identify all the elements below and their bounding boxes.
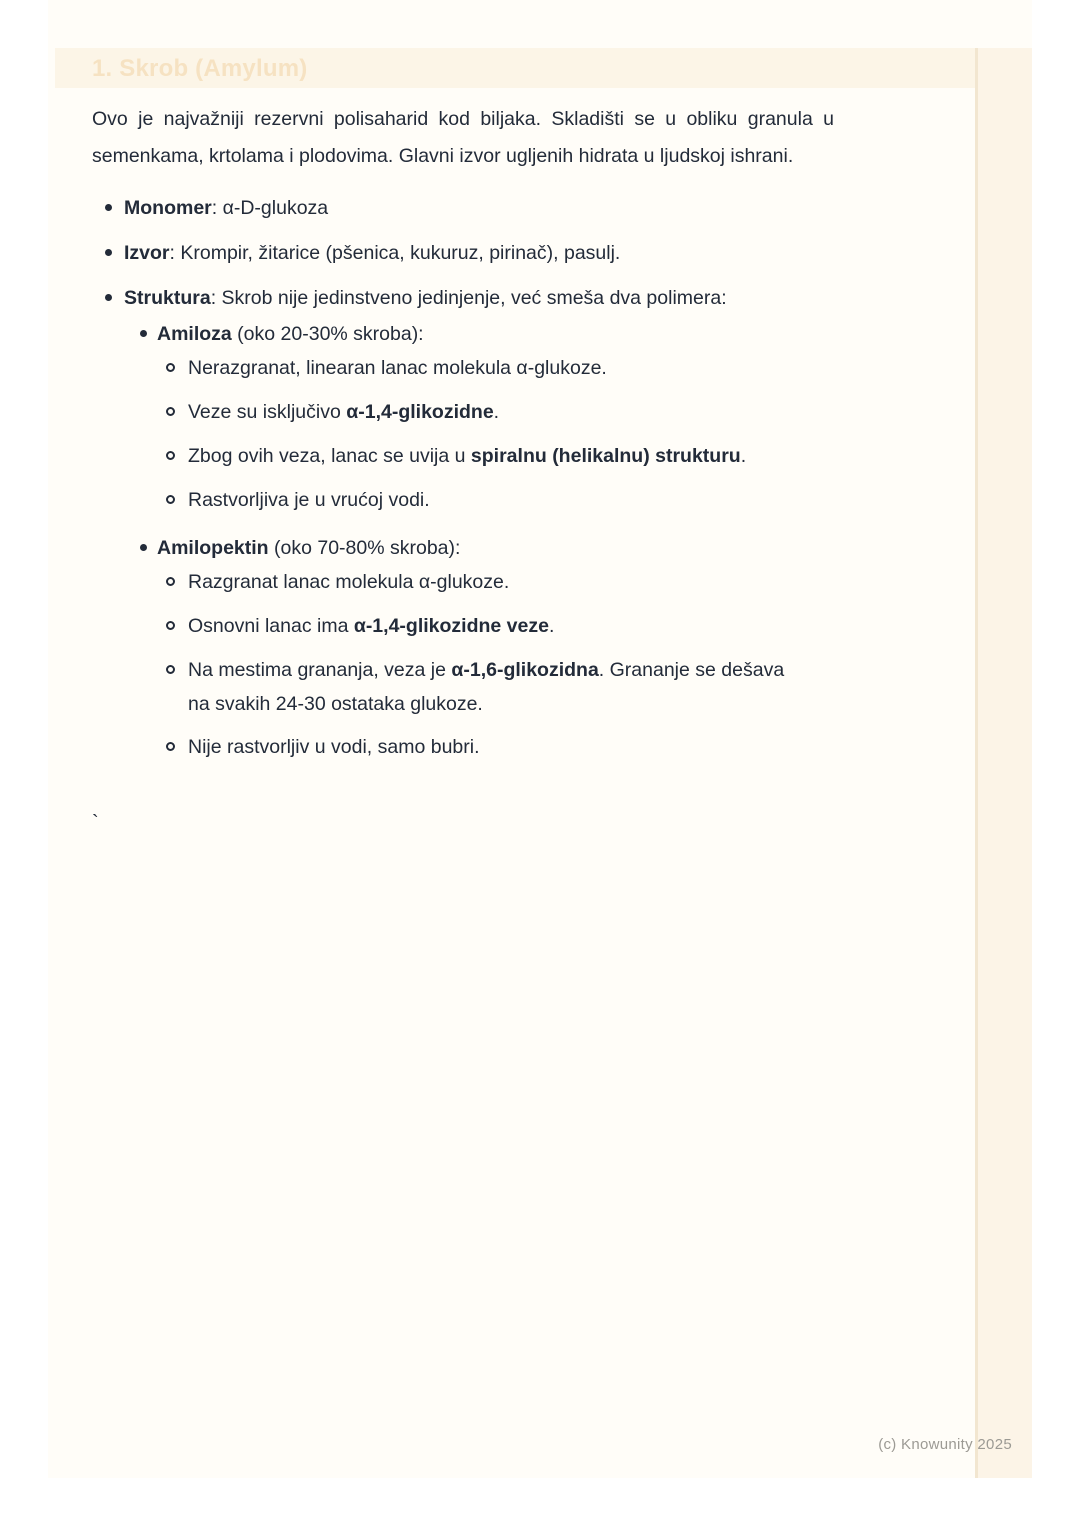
bold-segment: spiralnu (helikalnu) strukturu [470,445,741,467]
document-page [48,0,1032,1478]
list-item-amilopektin [92,531,834,565]
circle-bullet-icon [166,577,175,586]
text-segment: . Grananje se dešava [598,659,785,681]
text-segment: Rastvorljiva je u vrućoj vodi. [188,489,430,511]
page-margin-band [975,48,1032,1478]
list-item [92,653,834,721]
list-item [92,483,834,517]
circle-bullet-icon [166,495,175,504]
bullet-icon [105,294,112,301]
text-segment: . [548,615,555,637]
text-segment: Osnovni lanac ima [188,615,354,637]
circle-bullet-icon [166,742,175,751]
list-item-izvor [92,236,834,270]
text-segment: Nerazgranat, linearan lanac molekula α-glukoze. [188,357,607,379]
list-item-text [188,659,784,715]
list-item-text [188,357,607,379]
list-item-text [157,323,424,345]
list-item [92,439,834,473]
text-segment: . [740,445,747,467]
list-item-label: Amiloza [157,323,232,345]
list-item-text [188,571,509,593]
page-title: 1. Skrob (Amylum) [92,55,308,82]
bold-segment: α-1,4-glikozidne veze [353,615,549,637]
list-item-label: Amilopektin [157,537,269,559]
bold-segment: α-1,6-glikozidna [451,659,599,681]
list-item-amiloza [92,317,834,351]
circle-bullet-icon [166,665,175,674]
list-item-text [188,736,480,758]
list-item-label: Izvor [124,242,170,264]
circle-bullet-icon [166,363,175,372]
list-item-label: Struktura [124,287,211,309]
text-segment: Nije rastvorljiv u vodi, samo bubri. [188,736,480,758]
list-item [92,395,834,429]
bullet-icon [140,330,147,337]
list-item-text [124,242,620,264]
circle-bullet-icon [166,451,175,460]
bullet-icon [140,544,147,551]
list-item [92,565,834,599]
list-item-struktura [92,281,834,315]
stray-backtick-char: ` [92,812,99,834]
copyright-watermark: (c) Knowunity 2025 [878,1436,1012,1453]
list-item-rest: : α-D-glukoza [211,197,329,219]
text-segment: . [493,401,500,423]
list-item [92,351,834,385]
circle-bullet-icon [166,407,175,416]
list-item-text [188,401,499,423]
document-content [92,88,834,764]
list-item [92,609,834,643]
text-segment: Veze su isključivo [188,401,347,423]
text-segment: na svakih 24-30 ostataka glukoze. [188,693,483,715]
list-item-rest: : Krompir, žitarice (pšenica, kukuruz, pirinač), pasulj. [169,242,621,264]
text-segment: Na mestima grananja, veza je [188,659,452,681]
bullet-icon [105,249,112,256]
list-item-text [188,489,430,511]
list-item-text [188,615,554,637]
list-item-text [124,197,328,219]
bold-segment: α-1,4-glikozidne [346,401,494,423]
list-item-monomer [92,191,834,225]
list-item-text [124,287,727,309]
bullet-icon [105,204,112,211]
circle-bullet-icon [166,621,175,630]
text-segment: Zbog ovih veza, lanac se uvija u [188,445,471,467]
text-segment: Razgranat lanac molekula α-glukoze. [188,571,510,593]
list-item [92,730,834,764]
list-item-rest: : Skrob nije jedinstveno jedinjenje, već smeša dva polimera: [210,287,727,309]
list-item-rest: (oko 70-80% skroba): [268,537,461,559]
list-item-label: Monomer [124,197,212,219]
intro-paragraph: Ovo je najvažniji rezervni polisaharid kod biljaka. Skladišti se u obliku granula u semenkama, krtolama i plodovima. Glavni izvor ugljenih hidrata u ljudskoj ishrani. [92,108,834,167]
list-item-text [188,445,746,467]
list-item-text [157,537,460,559]
heading-highlight-block [55,48,975,88]
list-item-rest: (oko 20-30% skroba): [231,323,424,345]
